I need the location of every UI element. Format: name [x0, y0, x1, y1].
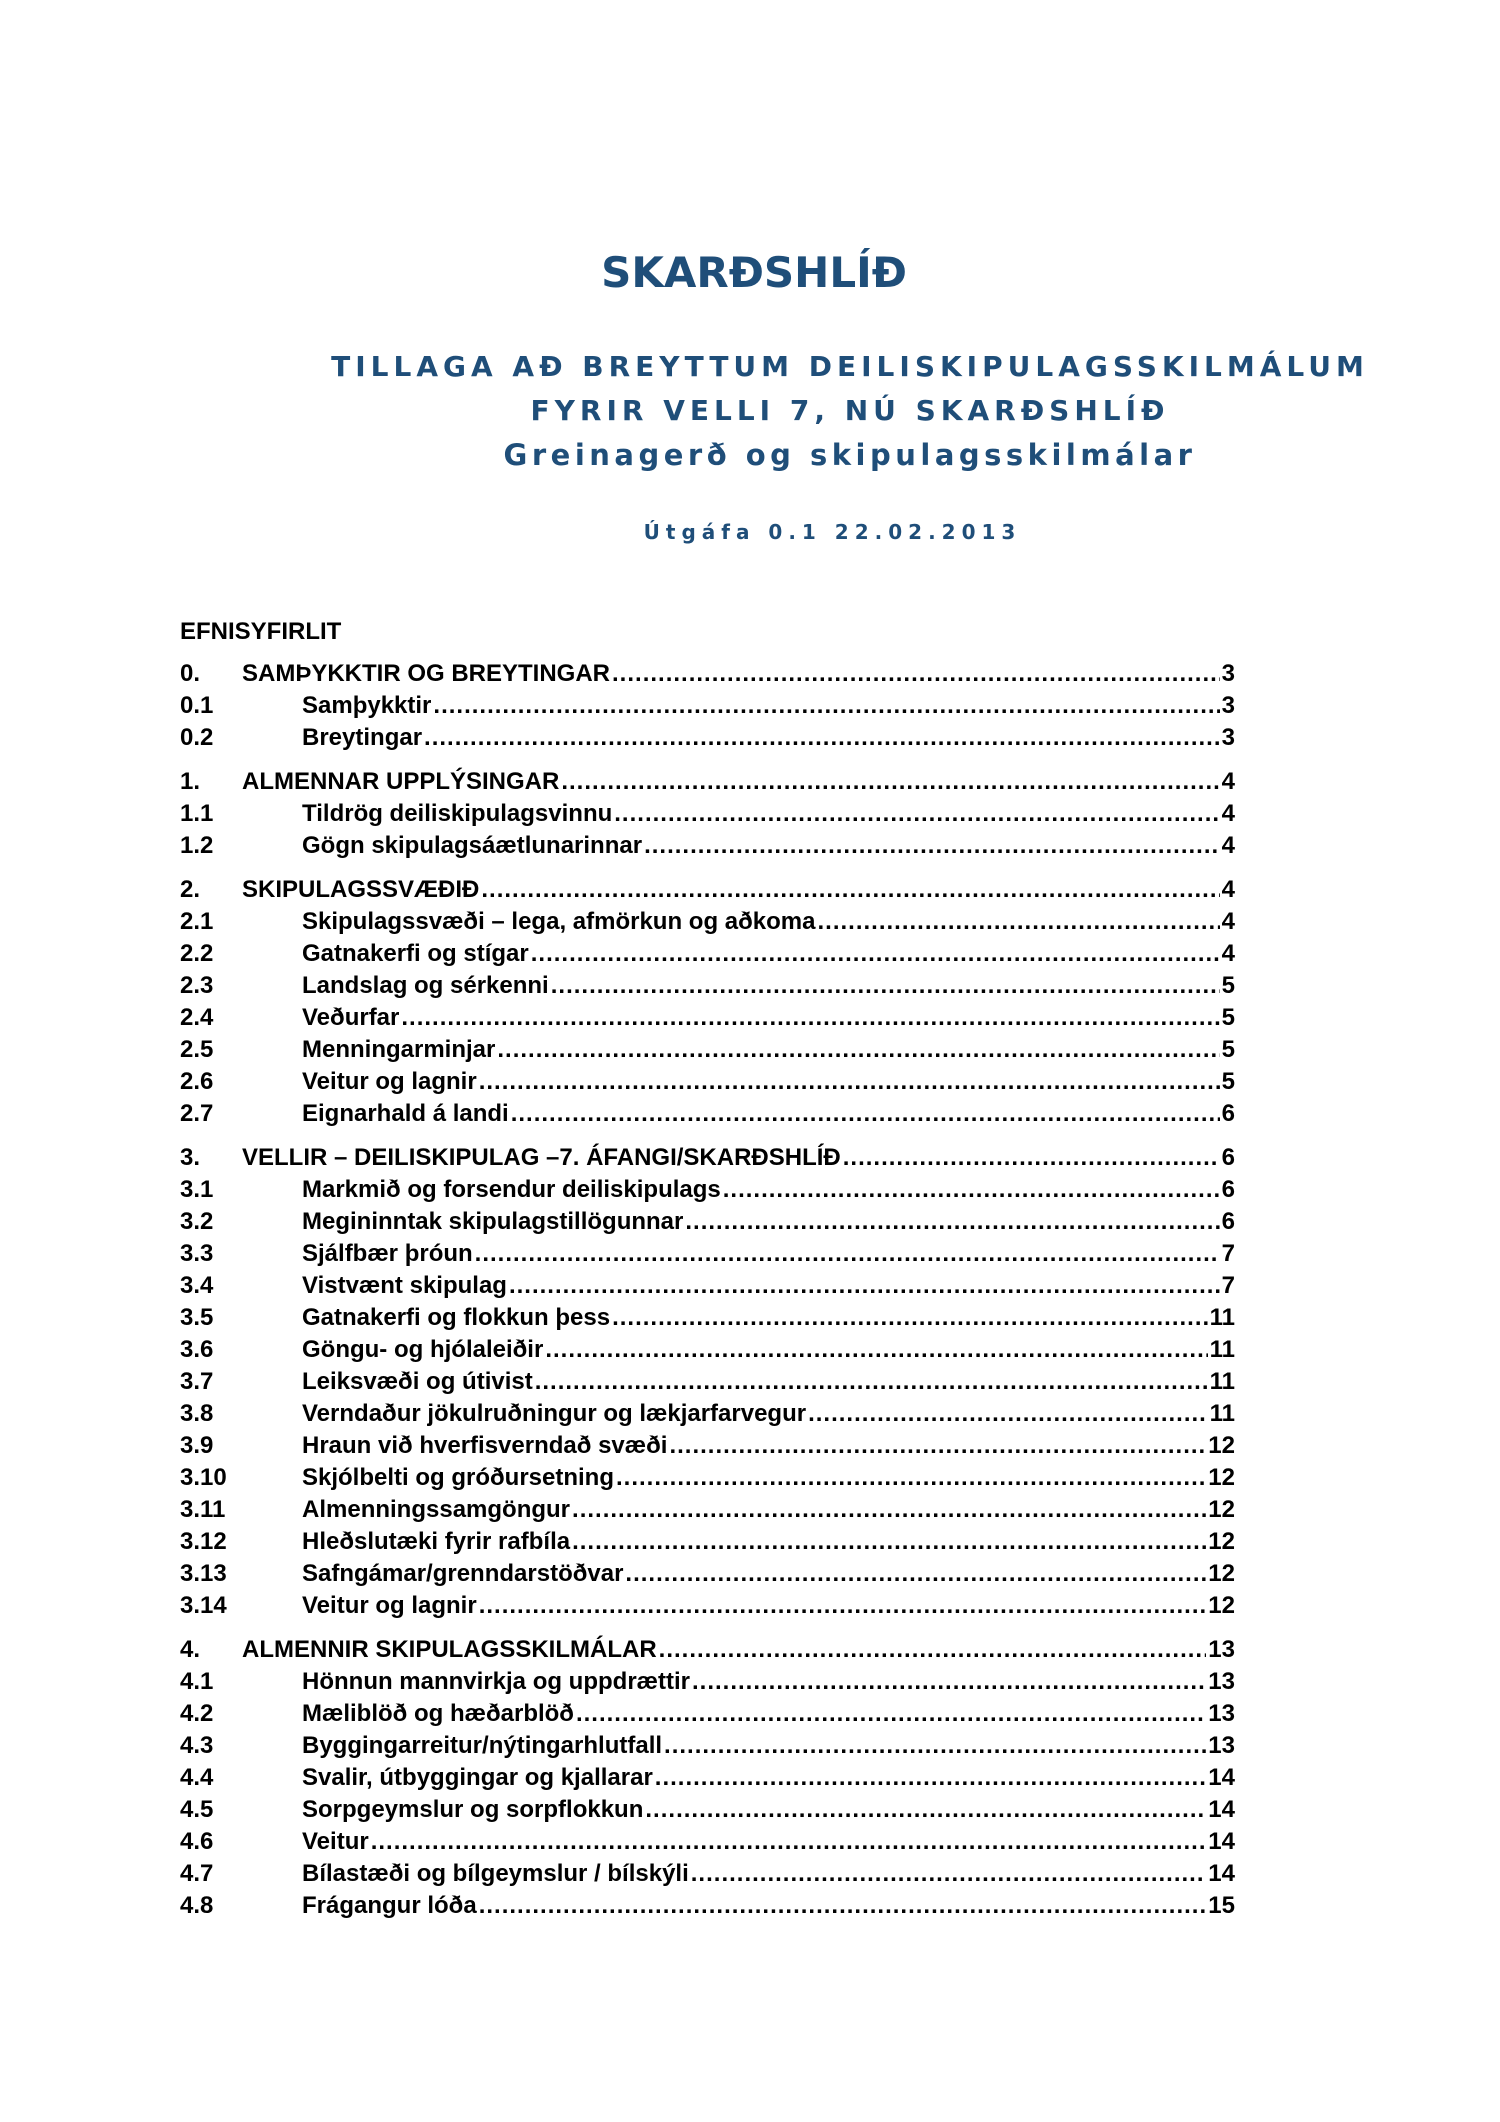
- toc-leader-dots: [644, 832, 1220, 860]
- toc-entry[interactable]: [180, 1208, 1235, 1240]
- toc-page-number: 14: [1208, 1860, 1235, 1887]
- toc-entry[interactable]: [180, 1240, 1235, 1272]
- toc-entry-label: Landslag og sérkenni: [302, 972, 549, 999]
- toc-entry[interactable]: [180, 1272, 1235, 1304]
- toc-entry-number: 2.2: [180, 940, 214, 967]
- toc-entry-number: 1.2: [180, 832, 214, 859]
- toc-entry-label: Leiksvæði og útivist: [302, 1368, 533, 1395]
- toc-entry-number: 2.7: [180, 1100, 214, 1127]
- toc-entry[interactable]: [180, 1764, 1235, 1796]
- toc-entry-label: Markmið og forsendur deiliskipulags: [302, 1176, 721, 1203]
- toc-entry-label: VELLIR – DEILISKIPULAG –7. ÁFANGI/SKARÐSHLÍÐ: [242, 1144, 841, 1171]
- toc-entry-number: 3.14: [180, 1592, 227, 1619]
- toc-leader-dots: [551, 972, 1220, 1000]
- toc-entry-label: Menningarminjar: [302, 1036, 496, 1063]
- toc-entry-label: ALMENNIR SKIPULAGSSKILMÁLAR: [242, 1636, 657, 1663]
- toc-entry-number: 2.4: [180, 1004, 214, 1031]
- toc-section-heading[interactable]: [180, 768, 1235, 800]
- toc-leader-dots: [723, 1176, 1220, 1204]
- toc-leader-dots: [685, 1208, 1219, 1236]
- toc-entry-number: 3.: [180, 1144, 201, 1171]
- toc-section: [180, 876, 1235, 1132]
- toc-page-number: 7: [1221, 1240, 1235, 1267]
- toc-entry-number: 4.6: [180, 1828, 214, 1855]
- toc-page-number: 12: [1208, 1464, 1235, 1491]
- toc-leader-dots: [535, 1368, 1208, 1396]
- toc-leader-dots: [664, 1732, 1206, 1760]
- toc-page-number: 14: [1208, 1764, 1235, 1791]
- toc-page-number: 12: [1208, 1432, 1235, 1459]
- toc-entry[interactable]: [180, 1400, 1235, 1432]
- toc-entry-label: Verndaður jökulruðningur og lækjarfarvegur: [302, 1400, 807, 1427]
- toc-entry-number: 4.3: [180, 1732, 214, 1759]
- toc-entry-label: SKIPULAGSSVÆÐIÐ: [242, 876, 480, 903]
- toc-entry[interactable]: [180, 1700, 1235, 1732]
- toc-page-number: 6: [1221, 1144, 1235, 1171]
- toc-page-number: 14: [1208, 1828, 1235, 1855]
- toc-entry-label: ALMENNAR UPPLÝSINGAR: [242, 768, 560, 795]
- document-title: SKARÐSHLÍÐ: [601, 248, 907, 297]
- toc-entry-number: 4.4: [180, 1764, 214, 1791]
- toc-entry-number: 3.3: [180, 1240, 214, 1267]
- toc-entry-label: Hleðslutæki fyrir rafbíla: [302, 1528, 571, 1555]
- toc-entry-number: 4.5: [180, 1796, 214, 1823]
- toc-page-number: 5: [1221, 1004, 1235, 1031]
- toc-entry-number: 3.11: [180, 1496, 226, 1523]
- toc-page-number: 13: [1208, 1700, 1235, 1727]
- toc-page-number: 12: [1208, 1592, 1235, 1619]
- toc-entry-label: Frágangur lóða: [302, 1892, 477, 1919]
- toc-leader-dots: [808, 1400, 1208, 1428]
- toc-page-number: 5: [1221, 1036, 1235, 1063]
- toc-entry-label: Byggingarreitur/nýtingarhlutfall: [302, 1732, 663, 1759]
- toc-leader-dots: [655, 1764, 1207, 1792]
- toc-entry-number: 2.5: [180, 1036, 214, 1063]
- table-of-contents: [180, 660, 1235, 1936]
- toc-entry-label: Göngu- og hjólaleiðir: [302, 1336, 544, 1363]
- toc-leader-dots: [545, 1336, 1207, 1364]
- toc-entry-label: Tildrög deiliskipulagsvinnu: [302, 800, 613, 827]
- toc-entry[interactable]: [180, 972, 1235, 1004]
- toc-entry[interactable]: [180, 1004, 1235, 1036]
- toc-section-heading[interactable]: [180, 1636, 1235, 1668]
- toc-page-number: 4: [1221, 876, 1235, 903]
- toc-entry-number: 0.2: [180, 724, 214, 751]
- toc-entry-label: Hraun við hverfisverndað svæði: [302, 1432, 668, 1459]
- toc-entry[interactable]: [180, 1336, 1235, 1368]
- toc-entry[interactable]: [180, 1100, 1235, 1132]
- toc-section-heading[interactable]: [180, 660, 1235, 692]
- toc-entry-label: Skjólbelti og gróðursetning: [302, 1464, 614, 1491]
- toc-entry-label: Megininntak skipulagstillögunnar: [302, 1208, 684, 1235]
- toc-page-number: 4: [1221, 908, 1235, 935]
- toc-page-number: 12: [1208, 1560, 1235, 1587]
- toc-page-number: 3: [1221, 660, 1235, 687]
- toc-entry-label: Gögn skipulagsáætlunarinnar: [302, 832, 643, 859]
- toc-entry[interactable]: [180, 1860, 1235, 1892]
- toc-page-number: 13: [1208, 1732, 1235, 1759]
- toc-leader-dots: [371, 1828, 1207, 1856]
- toc-page-number: 11: [1209, 1336, 1235, 1363]
- toc-entry-label: Gatnakerfi og flokkun þess: [302, 1304, 611, 1331]
- toc-page-number: 12: [1208, 1528, 1235, 1555]
- toc-entry-number: 3.2: [180, 1208, 214, 1235]
- toc-entry-label: Veðurfar: [302, 1004, 400, 1031]
- toc-entry[interactable]: [180, 940, 1235, 972]
- toc-entry-label: Breytingar: [302, 724, 423, 751]
- toc-entry-number: 3.10: [180, 1464, 227, 1491]
- toc-page-number: 7: [1221, 1272, 1235, 1299]
- toc-page-number: 3: [1221, 692, 1235, 719]
- toc-entry-label: Skipulagssvæði – lega, afmörkun og aðkoma: [302, 908, 816, 935]
- toc-entry-number: 3.8: [180, 1400, 214, 1427]
- toc-entry[interactable]: [180, 1828, 1235, 1860]
- toc-page-number: 11: [1209, 1304, 1235, 1331]
- toc-entry-number: 0.1: [180, 692, 214, 719]
- toc-leader-dots: [561, 768, 1219, 796]
- toc-leader-dots: [612, 1304, 1208, 1332]
- toc-heading: EFNISYFIRLIT: [180, 618, 342, 645]
- toc-entry[interactable]: [180, 1176, 1235, 1208]
- toc-entry[interactable]: [180, 1592, 1235, 1624]
- toc-entry-label: Veitur: [302, 1828, 369, 1855]
- toc-leader-dots: [572, 1528, 1206, 1556]
- toc-entry-number: 4.1: [180, 1668, 214, 1695]
- toc-entry-label: Almenningssamgöngur: [302, 1496, 571, 1523]
- toc-entry-number: 3.5: [180, 1304, 214, 1331]
- toc-entry-label: Eignarhald á landi: [302, 1100, 509, 1127]
- toc-entry-label: Bílastæði og bílgeymslur / bílskýli: [302, 1860, 689, 1887]
- toc-leader-dots: [479, 1892, 1207, 1920]
- subtitle-line-3: Greinagerð og skipulagsskilmálar: [503, 438, 1197, 472]
- toc-entry[interactable]: [180, 692, 1235, 724]
- version-label: Útgáfa 0.1 22.02.2013: [643, 520, 1022, 544]
- toc-page-number: 11: [1209, 1368, 1235, 1395]
- toc-leader-dots: [645, 1796, 1206, 1824]
- subtitle-line-2: FYRIR VELLI 7, NÚ SKARÐSHLÍÐ: [530, 394, 1170, 427]
- toc-entry-label: Mæliblöð og hæðarblöð: [302, 1700, 574, 1727]
- toc-entry-number: 2.6: [180, 1068, 214, 1095]
- toc-entry-number: 3.7: [180, 1368, 214, 1395]
- toc-entry[interactable]: [180, 1732, 1235, 1764]
- toc-leader-dots: [401, 1004, 1219, 1032]
- toc-entry-label: Hönnun mannvirkja og uppdrættir: [302, 1668, 690, 1695]
- toc-leader-dots: [475, 1240, 1220, 1268]
- toc-entry-label: SAMÞYKKTIR OG BREYTINGAR: [242, 660, 611, 687]
- toc-entry-number: 2.3: [180, 972, 214, 999]
- toc-entry-label: Vistvænt skipulag: [302, 1272, 507, 1299]
- toc-page-number: 4: [1221, 768, 1235, 795]
- toc-leader-dots: [625, 1560, 1206, 1588]
- toc-entry-label: Veitur og lagnir: [302, 1592, 477, 1619]
- toc-page-number: 5: [1221, 972, 1235, 999]
- toc-entry[interactable]: [180, 1036, 1235, 1068]
- toc-entry-number: 0.: [180, 660, 201, 687]
- toc-entry-number: 4.2: [180, 1700, 214, 1727]
- toc-section: [180, 768, 1235, 864]
- toc-page-number: 6: [1221, 1176, 1235, 1203]
- toc-page-number: 6: [1221, 1100, 1235, 1127]
- toc-section-heading[interactable]: [180, 876, 1235, 908]
- toc-entry-number: 2.: [180, 876, 201, 903]
- toc-leader-dots: [511, 1100, 1220, 1128]
- toc-section: [180, 1144, 1235, 1624]
- toc-page-number: 4: [1221, 832, 1235, 859]
- toc-entry[interactable]: [180, 1432, 1235, 1464]
- toc-entry-number: 3.13: [180, 1560, 227, 1587]
- toc-entry[interactable]: [180, 800, 1235, 832]
- toc-page-number: 4: [1221, 800, 1235, 827]
- toc-leader-dots: [612, 660, 1220, 688]
- toc-leader-dots: [531, 940, 1220, 968]
- toc-entry[interactable]: [180, 1496, 1235, 1528]
- toc-entry[interactable]: [180, 1668, 1235, 1700]
- toc-leader-dots: [669, 1432, 1206, 1460]
- toc-page-number: 12: [1208, 1496, 1235, 1523]
- toc-page-number: 13: [1208, 1636, 1235, 1663]
- toc-entry[interactable]: [180, 724, 1235, 756]
- toc-entry-label: Svalir, útbyggingar og kjallarar: [302, 1764, 653, 1791]
- toc-leader-dots: [616, 1464, 1206, 1492]
- toc-entry[interactable]: [180, 1528, 1235, 1560]
- toc-section: [180, 1636, 1235, 1924]
- toc-leader-dots: [691, 1860, 1207, 1888]
- toc-entry-number: 1.: [180, 768, 201, 795]
- toc-leader-dots: [843, 1144, 1220, 1172]
- toc-leader-dots: [479, 1592, 1207, 1620]
- toc-entry-number: 4.8: [180, 1892, 214, 1919]
- toc-leader-dots: [424, 724, 1220, 752]
- toc-leader-dots: [692, 1668, 1206, 1696]
- toc-leader-dots: [481, 876, 1219, 904]
- toc-entry-label: Gatnakerfi og stígar: [302, 940, 529, 967]
- toc-entry-number: 4.: [180, 1636, 201, 1663]
- toc-entry[interactable]: [180, 1464, 1235, 1496]
- toc-leader-dots: [817, 908, 1219, 936]
- toc-entry-number: 1.1: [180, 800, 214, 827]
- toc-leader-dots: [576, 1700, 1206, 1728]
- toc-entry[interactable]: [180, 1796, 1235, 1828]
- toc-entry-label: Sorpgeymslur og sorpflokkun: [302, 1796, 644, 1823]
- toc-leader-dots: [659, 1636, 1207, 1664]
- toc-entry-label: Veitur og lagnir: [302, 1068, 477, 1095]
- toc-page-number: 6: [1221, 1208, 1235, 1235]
- toc-page-number: 4: [1221, 940, 1235, 967]
- toc-leader-dots: [614, 800, 1219, 828]
- toc-entry[interactable]: [180, 1892, 1235, 1924]
- toc-leader-dots: [479, 1068, 1220, 1096]
- toc-leader-dots: [433, 692, 1219, 720]
- toc-entry[interactable]: [180, 908, 1235, 940]
- toc-section-heading[interactable]: [180, 1144, 1235, 1176]
- toc-page-number: 3: [1221, 724, 1235, 751]
- toc-entry[interactable]: [180, 1304, 1235, 1336]
- toc-entry-number: 3.9: [180, 1432, 214, 1459]
- toc-leader-dots: [509, 1272, 1220, 1300]
- toc-page-number: 11: [1209, 1400, 1235, 1427]
- toc-leader-dots: [497, 1036, 1219, 1064]
- toc-entry-number: 4.7: [180, 1860, 214, 1887]
- toc-entry[interactable]: [180, 1068, 1235, 1100]
- toc-entry-number: 3.12: [180, 1528, 227, 1555]
- toc-entry-number: 3.1: [180, 1176, 214, 1203]
- toc-page-number: 13: [1208, 1668, 1235, 1695]
- toc-entry[interactable]: [180, 1560, 1235, 1592]
- toc-page-number: 14: [1208, 1796, 1235, 1823]
- toc-entry-number: 2.1: [180, 908, 214, 935]
- toc-entry-label: Samþykktir: [302, 692, 432, 719]
- toc-entry-number: 3.6: [180, 1336, 214, 1363]
- toc-leader-dots: [572, 1496, 1206, 1524]
- toc-section: [180, 660, 1235, 756]
- toc-entry-number: 3.4: [180, 1272, 214, 1299]
- toc-entry-label: Sjálfbær þróun: [302, 1240, 473, 1267]
- subtitle-line-1: TILLAGA AÐ BREYTTUM DEILISKIPULAGSSKILMÁLUM: [331, 350, 1369, 383]
- toc-entry[interactable]: [180, 832, 1235, 864]
- toc-page-number: 5: [1221, 1068, 1235, 1095]
- toc-entry[interactable]: [180, 1368, 1235, 1400]
- toc-entry-label: Safngámar/grenndarstöðvar: [302, 1560, 624, 1587]
- toc-page-number: 15: [1208, 1892, 1235, 1919]
